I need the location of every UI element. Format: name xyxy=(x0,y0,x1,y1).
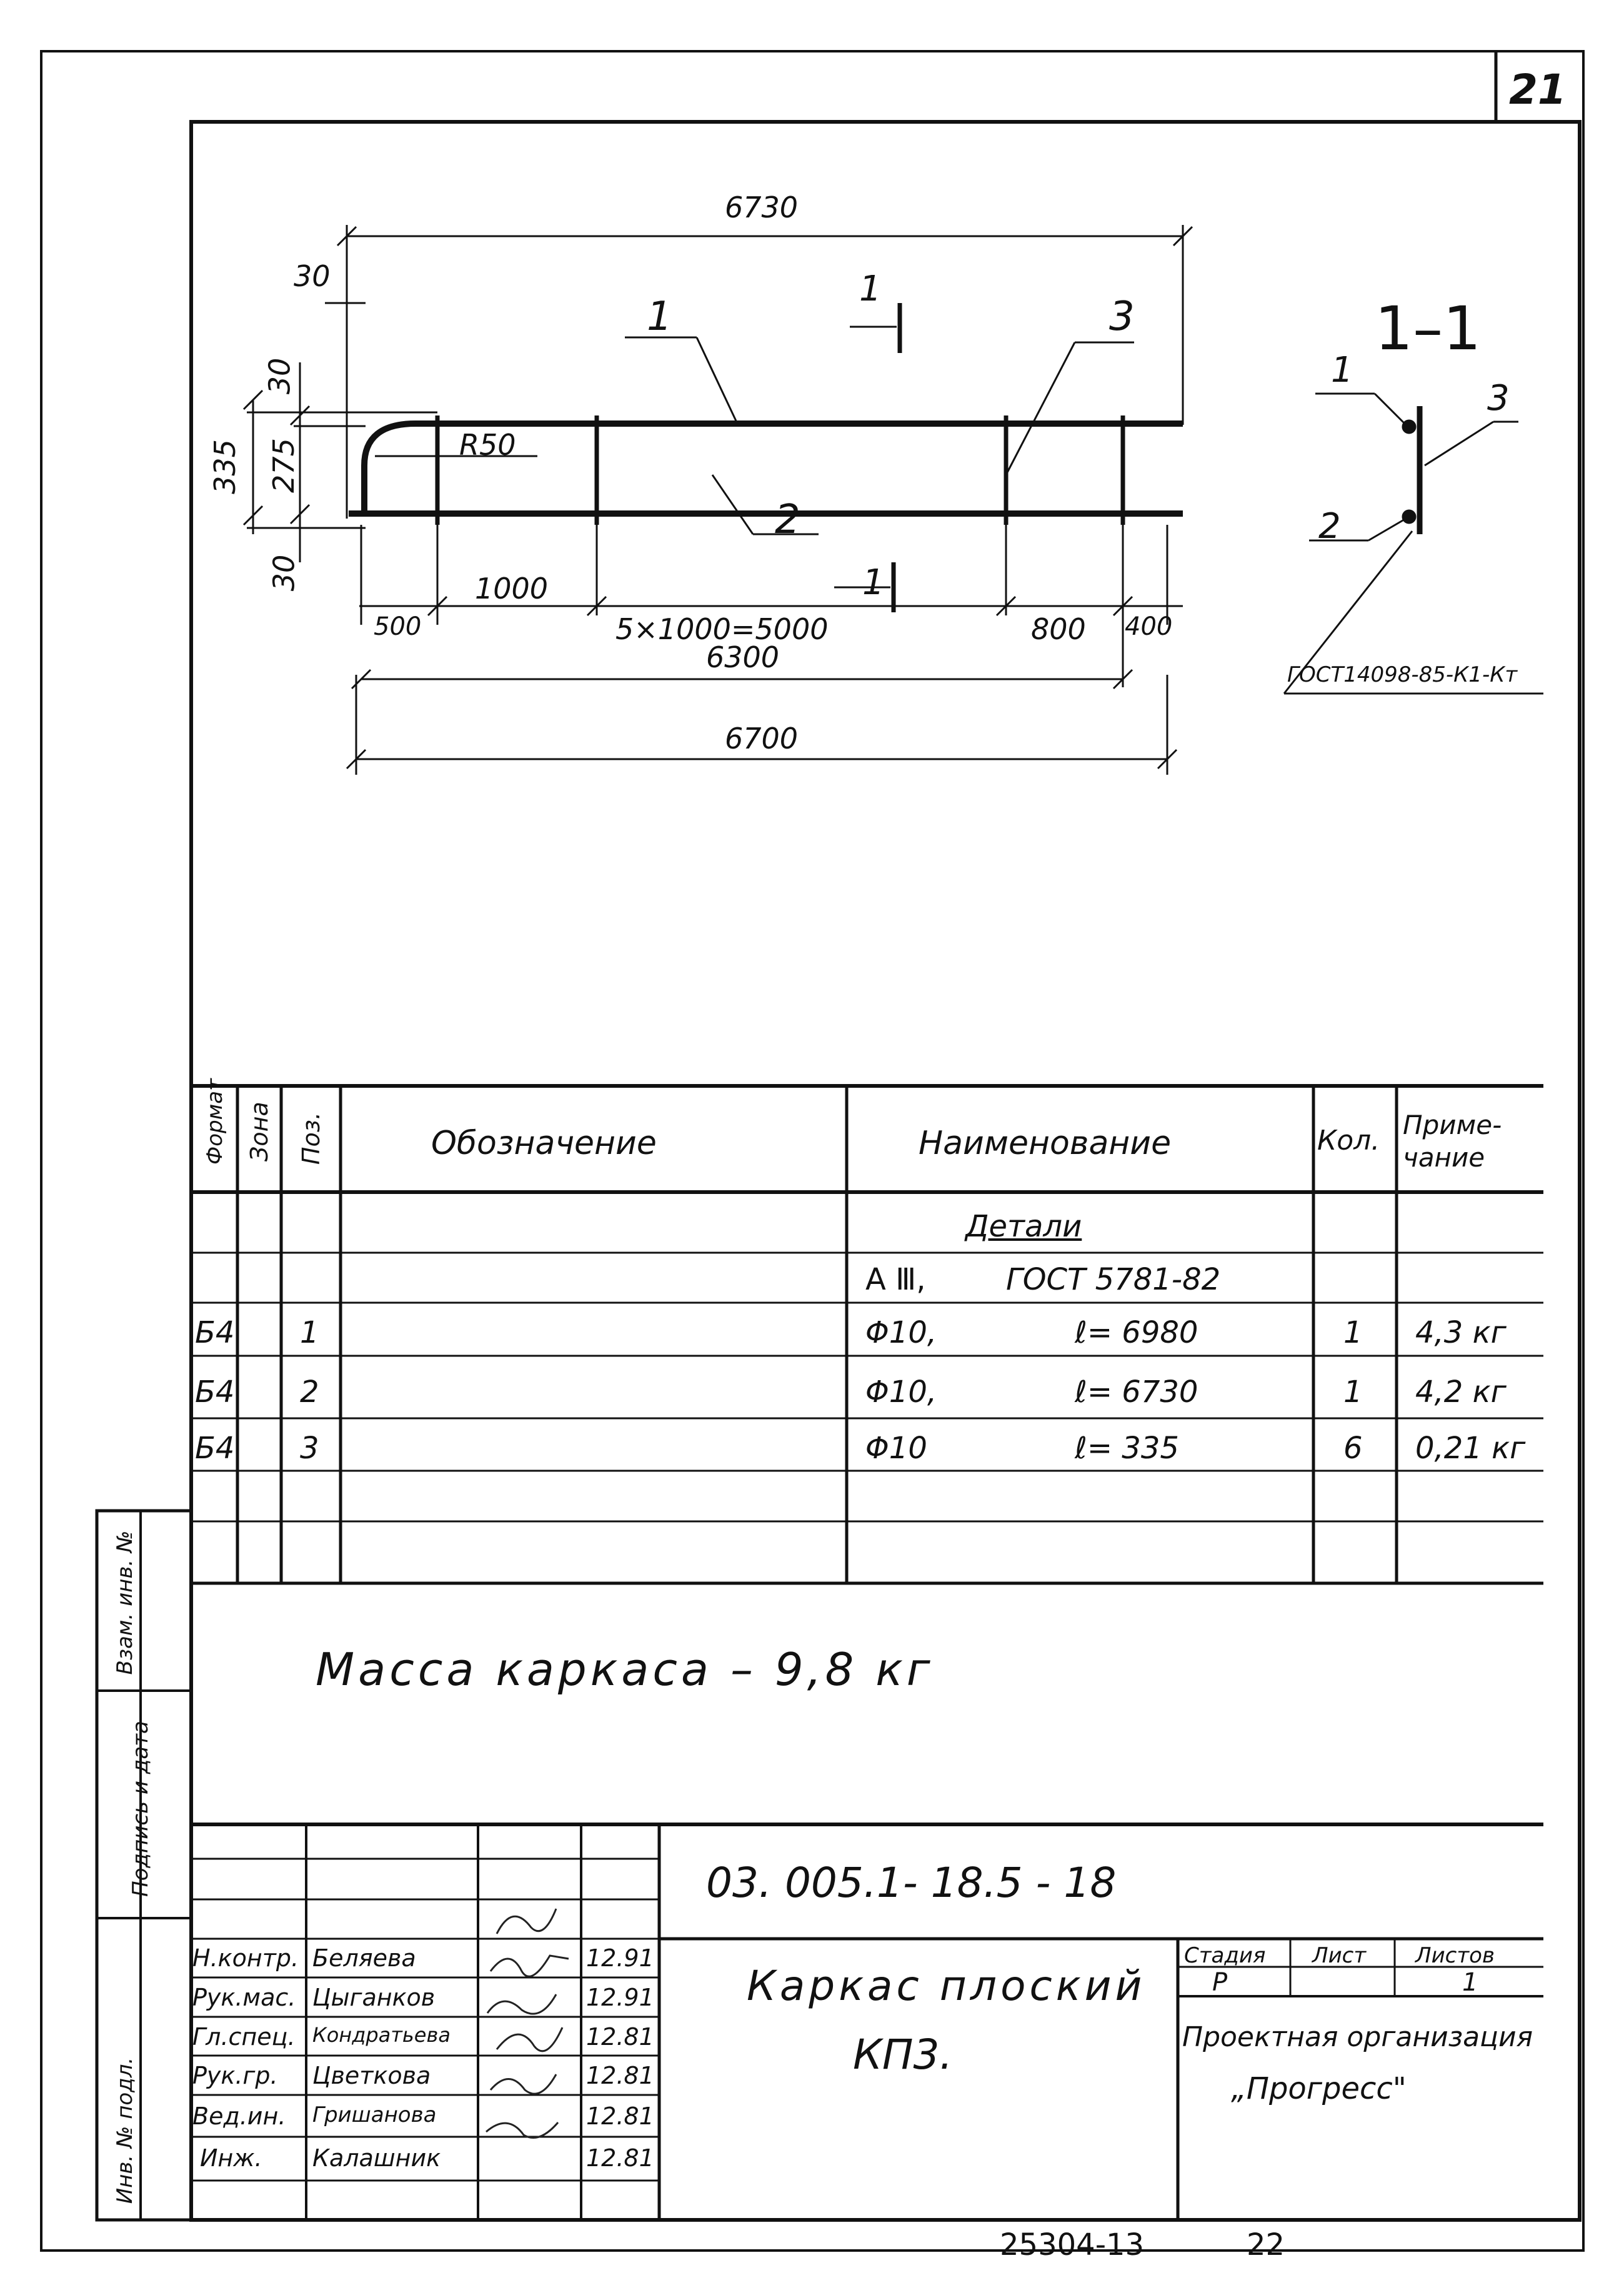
position-3-label: 3 xyxy=(1109,294,1135,340)
position-2-label: 2 xyxy=(775,497,800,543)
signer-name: Цветкова xyxy=(312,2062,431,2089)
sheet-label: Лист xyxy=(1312,1943,1367,1968)
row3-mass: 0,21 кг xyxy=(1415,1431,1526,1466)
signer-name: Калашник xyxy=(312,2144,441,2172)
signer-name: Кондратьева xyxy=(312,2023,451,2047)
dim-1000: 1000 xyxy=(475,572,549,605)
dim-275: 275 xyxy=(266,438,301,493)
signer-role: Рук.мас. xyxy=(192,1984,296,2011)
signer-date: 12.81 xyxy=(586,2062,654,2089)
sheets-value: 1 xyxy=(1462,1968,1478,1997)
section-title: 1–1 xyxy=(1375,294,1482,364)
signer-date: 12.91 xyxy=(586,1984,654,2011)
cage-drawing xyxy=(244,225,1192,775)
row2-quantity: 1 xyxy=(1343,1375,1363,1410)
signer-name: Беляева xyxy=(312,1944,416,1972)
organization-line1: Проектная организация xyxy=(1182,2021,1533,2053)
header-zone: Зона xyxy=(246,1102,273,1161)
row1-position: 1 xyxy=(300,1315,319,1350)
header-name: Наименование xyxy=(919,1125,1172,1162)
stage-label: Стадия xyxy=(1184,1943,1266,1968)
signer-role: Рук.гр. xyxy=(192,2062,278,2089)
header-note: Приме-чание xyxy=(1403,1110,1502,1173)
signer-date: 12.81 xyxy=(586,2023,654,2051)
sheets-label: Листов xyxy=(1415,1943,1495,1968)
weld-standard-note: ГОСТ14098-85-К1-Кт xyxy=(1287,662,1518,687)
section-title-parts: Детали xyxy=(965,1209,1082,1244)
dim-6730: 6730 xyxy=(725,191,799,224)
section-position-1: 1 xyxy=(1331,350,1353,390)
signer-date: 12.91 xyxy=(586,1944,654,1972)
row2-format: Б4 xyxy=(195,1375,235,1410)
header-quantity: Кол. xyxy=(1317,1125,1380,1156)
sheet-number: 21 xyxy=(1509,66,1567,114)
header-designation: Обозначение xyxy=(431,1125,657,1162)
stamp-signature-date: Подпись и дата xyxy=(128,1721,153,1897)
row1-mass: 4,3 кг xyxy=(1415,1315,1507,1350)
signer-role: Инж. xyxy=(200,2144,262,2172)
document-title-line2: КП3. xyxy=(853,2031,953,2079)
row2-length: ℓ= 6730 xyxy=(1075,1375,1198,1410)
dim-30-top: 30 xyxy=(294,259,331,293)
dim-6700: 6700 xyxy=(725,722,799,755)
row3-length: ℓ= 335 xyxy=(1075,1431,1179,1466)
row1-diameter: Φ10, xyxy=(865,1315,937,1350)
dim-30-side-b: 30 xyxy=(267,554,301,592)
inventory-number: 25304-13 xyxy=(1000,2227,1145,2262)
stamp-inventory-number: Инв. № подл. xyxy=(112,2057,137,2204)
material-gost: ГОСТ 5781-82 xyxy=(1006,1262,1221,1297)
signer-role: Вед.ин. xyxy=(192,2102,286,2130)
signer-name: Гришанова xyxy=(312,2102,437,2127)
radius-label: R50 xyxy=(459,428,516,462)
section-mark-bottom: 1 xyxy=(862,562,885,603)
row1-quantity: 1 xyxy=(1343,1315,1363,1350)
page-number: 22 xyxy=(1247,2227,1285,2262)
frame-mass-note: Масса каркаса – 9,8 кг xyxy=(316,1643,934,1696)
row3-format: Б4 xyxy=(195,1431,235,1466)
row1-length: ℓ= 6980 xyxy=(1075,1315,1198,1350)
dim-30-side-a: 30 xyxy=(262,357,297,395)
dim-335: 335 xyxy=(207,439,242,494)
signer-name: Цыганков xyxy=(312,1984,436,2011)
signer-role: Гл.спец. xyxy=(192,2023,296,2051)
section-position-3: 3 xyxy=(1487,378,1510,419)
dim-800: 800 xyxy=(1031,612,1086,646)
row3-position: 3 xyxy=(300,1431,319,1466)
dim-500: 500 xyxy=(374,612,422,641)
document-code: 03. 005.1- 18.5 - 18 xyxy=(706,1859,1117,1907)
header-position: Поз. xyxy=(297,1112,325,1165)
header-format: Формат xyxy=(202,1078,227,1165)
document-title-line1: Каркас плоский xyxy=(747,1962,1146,2010)
row2-diameter: Φ10, xyxy=(865,1375,937,1410)
row2-mass: 4,2 кг xyxy=(1415,1375,1507,1410)
signer-date: 12.81 xyxy=(586,2144,654,2172)
stage-value: Р xyxy=(1212,1968,1228,1997)
signer-date: 12.81 xyxy=(586,2102,654,2130)
position-1-label: 1 xyxy=(647,294,672,340)
organization-line2: „Прогресс" xyxy=(1231,2071,1407,2106)
dim-6300: 6300 xyxy=(706,640,780,674)
row3-quantity: 6 xyxy=(1343,1431,1363,1466)
dim-lines xyxy=(244,225,1192,775)
signatures xyxy=(486,1909,569,2138)
section-mark-top: 1 xyxy=(859,269,882,309)
dim-400: 400 xyxy=(1125,612,1173,641)
section-position-2: 2 xyxy=(1318,506,1341,547)
signer-role: Н.контр. xyxy=(192,1944,299,1972)
dim-5x1000: 5×1000=5000 xyxy=(615,612,829,646)
row2-position: 2 xyxy=(300,1375,319,1410)
row3-diameter: Φ10 xyxy=(865,1431,927,1466)
row1-format: Б4 xyxy=(195,1315,235,1350)
material-grade: А Ⅲ, xyxy=(865,1262,926,1297)
stamp-replace-inventory: Взам. инв. № xyxy=(112,1530,137,1675)
